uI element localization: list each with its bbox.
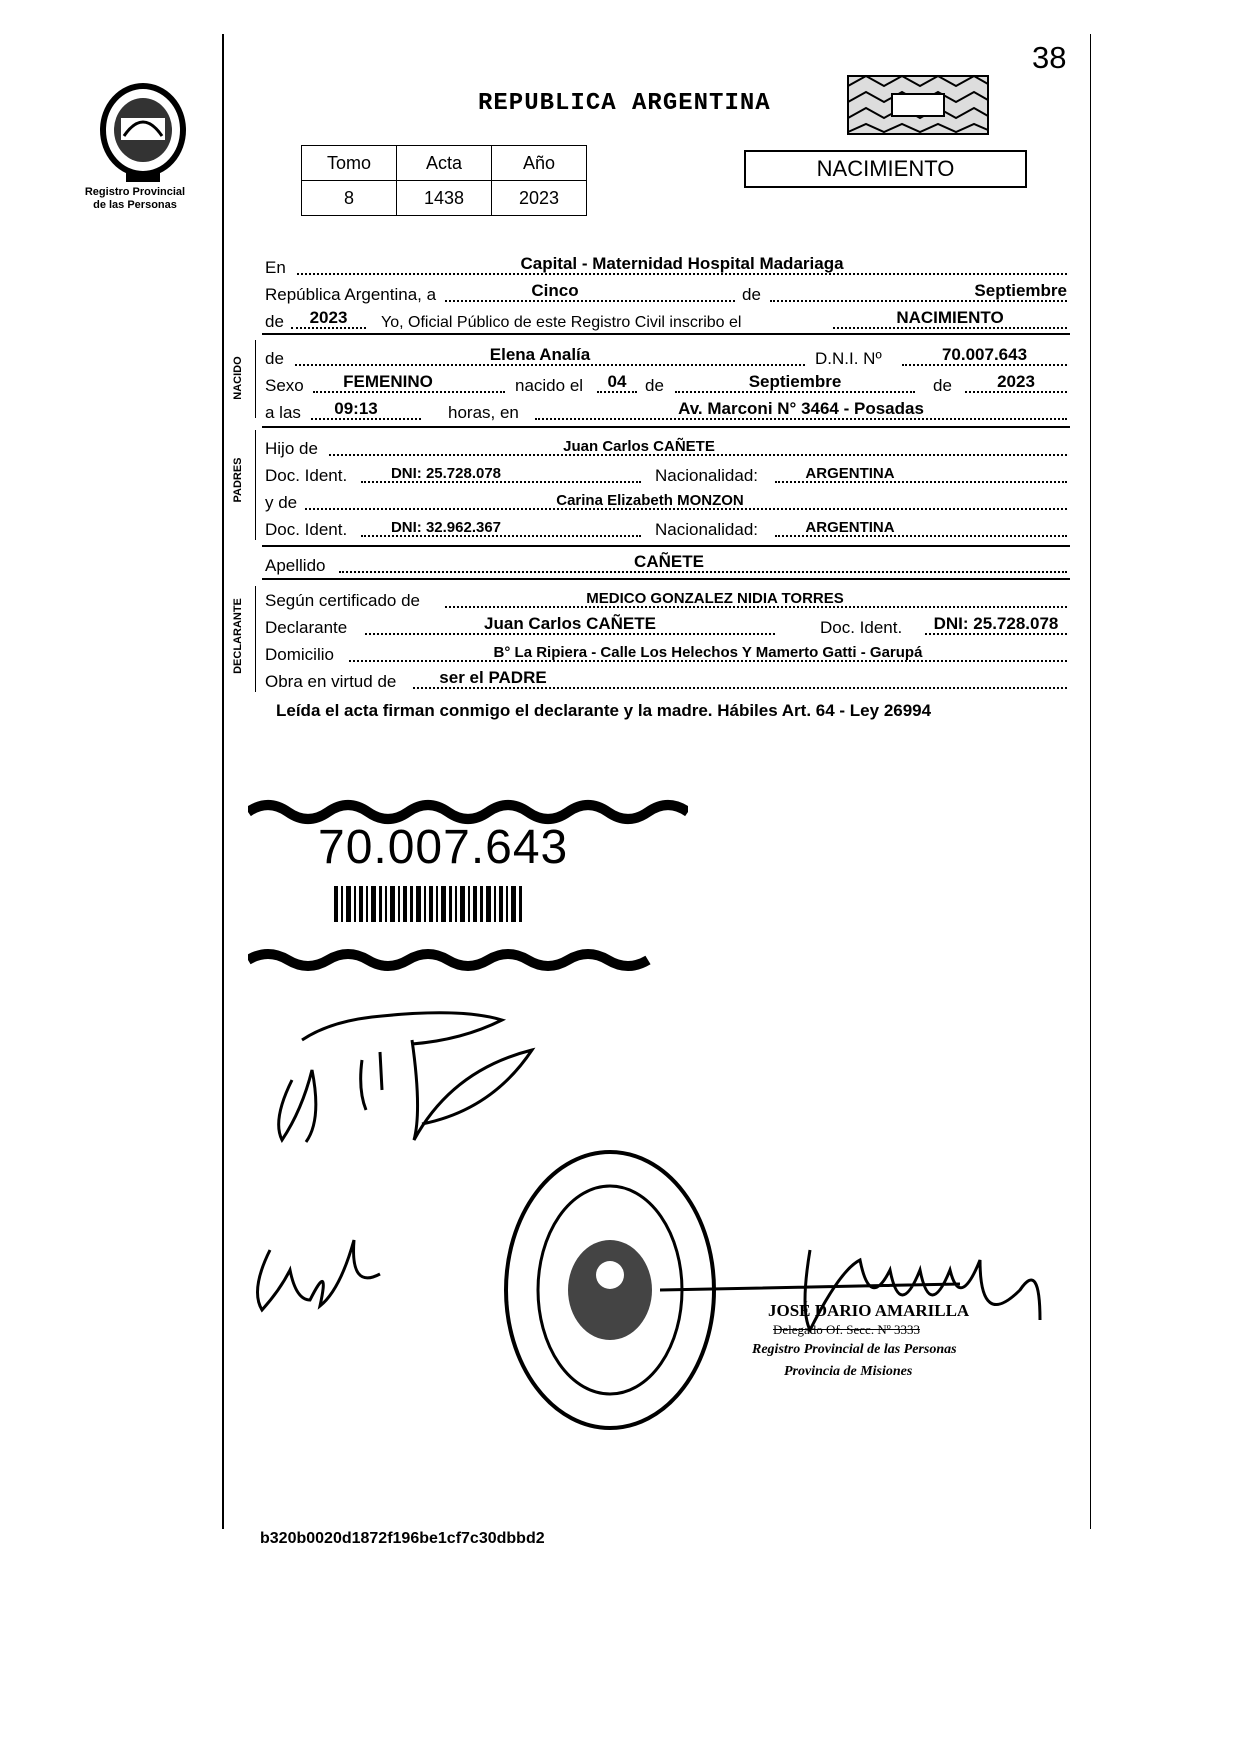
label-domicilio: Domicilio: [265, 645, 334, 664]
value-domicilio: B° La Ripiera - Calle Los Helechos Y Mamerto Gatti - Garupá: [493, 644, 923, 661]
value-year: 2023: [309, 308, 348, 327]
label-en: En: [265, 258, 286, 277]
row-domicilio: [265, 637, 1075, 665]
label-apellido: Apellido: [265, 556, 326, 575]
logo-caption-line2: de las Personas: [93, 199, 177, 211]
record-type-box: NACIMIENTO: [744, 150, 1027, 188]
row-inscribo: [265, 304, 1075, 332]
logo-caption: [60, 186, 210, 212]
document-title: REPUBLICA ARGENTINA: [478, 90, 771, 117]
value-declarante: Juan Carlos CAÑETE: [484, 614, 656, 633]
value-certificado: MEDICO GONZALEZ NIDIA TORRES: [586, 590, 844, 607]
header-acta: Acta: [397, 146, 492, 181]
value-tomo: 8: [302, 181, 397, 216]
section-padres-label: PADRES: [232, 457, 244, 503]
separator-2: [262, 426, 1070, 428]
row-padre: [265, 431, 1075, 459]
row-madre-doc: [265, 512, 1075, 540]
official-seal: [500, 1145, 720, 1435]
footer-hash: b320b0020d1872f196be1cf7c30dbbd2: [260, 1530, 545, 1547]
value-day: Cinco: [531, 281, 579, 300]
record-table: [301, 145, 587, 216]
label-yo: Yo, Oficial Público de este Registro Civil inscribo el: [381, 314, 742, 331]
label-nacido-el: nacido el: [515, 376, 584, 395]
label-declarante: Declarante: [265, 618, 348, 637]
logo-caption-line1: Registro Provincial: [84, 186, 186, 198]
label-mother-nat: Nacionalidad:: [655, 520, 759, 539]
value-birth-place: Av. Marconi N° 3464 - Posadas: [678, 399, 924, 418]
header-tomo: Tomo: [302, 146, 397, 181]
label-sexo: Sexo: [265, 376, 304, 395]
declarant-signature: [262, 1000, 552, 1150]
label-nacido-de: de: [265, 349, 284, 368]
value-sexo: FEMENINO: [343, 372, 433, 391]
label-certificado: Según certificado de: [265, 591, 420, 610]
label-father-nat: Nacionalidad:: [655, 466, 759, 485]
mother-signature: [250, 1230, 390, 1320]
row-en: [265, 250, 1075, 278]
row-apellido: [265, 548, 1075, 576]
value-time: 09:13: [334, 399, 378, 418]
value-child-name: Elena Analía: [489, 345, 591, 364]
label-mother-doc: Doc. Ident.: [265, 520, 348, 539]
row-padre-doc: [265, 458, 1075, 486]
section-nacido-label: NACIDO: [232, 356, 244, 400]
value-mother-nat: ARGENTINA: [805, 519, 895, 536]
value-birth-day: 04: [607, 372, 627, 391]
row-certificado: [265, 583, 1075, 611]
row-fecha: [265, 277, 1075, 305]
label-horas: horas, en: [448, 403, 519, 422]
label-dni: D.N.I. Nº: [815, 349, 882, 368]
label-de-month: de: [645, 376, 664, 395]
dni-stamp-number: 70.007.643: [318, 821, 569, 874]
label-de: de: [742, 285, 761, 304]
value-inscribo: NACIMIENTO: [896, 308, 1004, 327]
official-role: Delegado Of. Secc. Nº 3333: [773, 1322, 920, 1337]
closing-note: Leída el acta firman conmigo el declarante y la madre. Hábiles Art. 64 - Ley 26994: [276, 701, 932, 720]
official-name: JOSÉ DARIO AMARILLA: [768, 1301, 970, 1320]
registry-logo: [88, 78, 198, 186]
separator-4: [262, 578, 1070, 580]
row-madre: [265, 485, 1075, 513]
value-birth-month: Septiembre: [748, 372, 842, 391]
header-anio: Año: [492, 146, 587, 181]
row-nacido-nombre: [265, 341, 1075, 369]
nacido-bracket: [255, 340, 256, 418]
page-number: 38: [1032, 40, 1067, 75]
dni-security-stamp: [248, 790, 688, 980]
value-month: Septiembre: [974, 281, 1067, 300]
security-emblem: [846, 74, 990, 136]
value-mother-doc: DNI: 32.962.367: [390, 519, 502, 536]
declarante-bracket: [255, 586, 256, 692]
label-decl-doc: Doc. Ident.: [820, 618, 903, 637]
label-hijo-de: Hijo de: [265, 439, 318, 458]
padres-bracket: [255, 430, 256, 540]
official-province: Provincia de Misiones: [784, 1364, 913, 1379]
value-obra: ser el PADRE: [439, 668, 547, 687]
value-child-dni: 70.007.643: [941, 345, 1028, 364]
left-margin-line: [222, 34, 224, 1529]
separator-1: [262, 333, 1070, 335]
label-a-las: a las: [265, 403, 301, 422]
row-nacido-sexo: [265, 368, 1075, 396]
label-obra: Obra en virtud de: [265, 672, 397, 691]
official-organization: Registro Provincial de las Personas: [752, 1342, 957, 1357]
section-declarante-label: DECLARANTE: [232, 598, 244, 674]
label-father-doc: Doc. Ident.: [265, 466, 348, 485]
separator-3: [262, 545, 1070, 547]
value-birth-year: 2023: [997, 372, 1035, 391]
label-republica: República Argentina, a: [265, 285, 437, 304]
right-margin-line: [1090, 34, 1091, 1529]
row-declarante: [265, 610, 1075, 638]
label-de-year: de: [933, 376, 952, 395]
value-father-doc: DNI: 25.728.078: [390, 465, 502, 482]
row-nacido-hora: [265, 395, 1075, 423]
value-decl-doc: DNI: 25.728.078: [933, 614, 1059, 633]
value-anio: 2023: [492, 181, 587, 216]
row-obra: [265, 664, 1075, 692]
value-en: Capital - Maternidad Hospital Madariaga: [520, 254, 844, 273]
label-de2: de: [265, 312, 284, 331]
value-father: Juan Carlos CAÑETE: [563, 438, 715, 455]
value-father-nat: ARGENTINA: [805, 465, 895, 482]
value-mother: Carina Elizabeth MONZON: [556, 492, 744, 509]
value-acta: 1438: [397, 181, 492, 216]
label-y-de: y de: [265, 493, 298, 512]
value-apellido: CAÑETE: [634, 552, 704, 571]
